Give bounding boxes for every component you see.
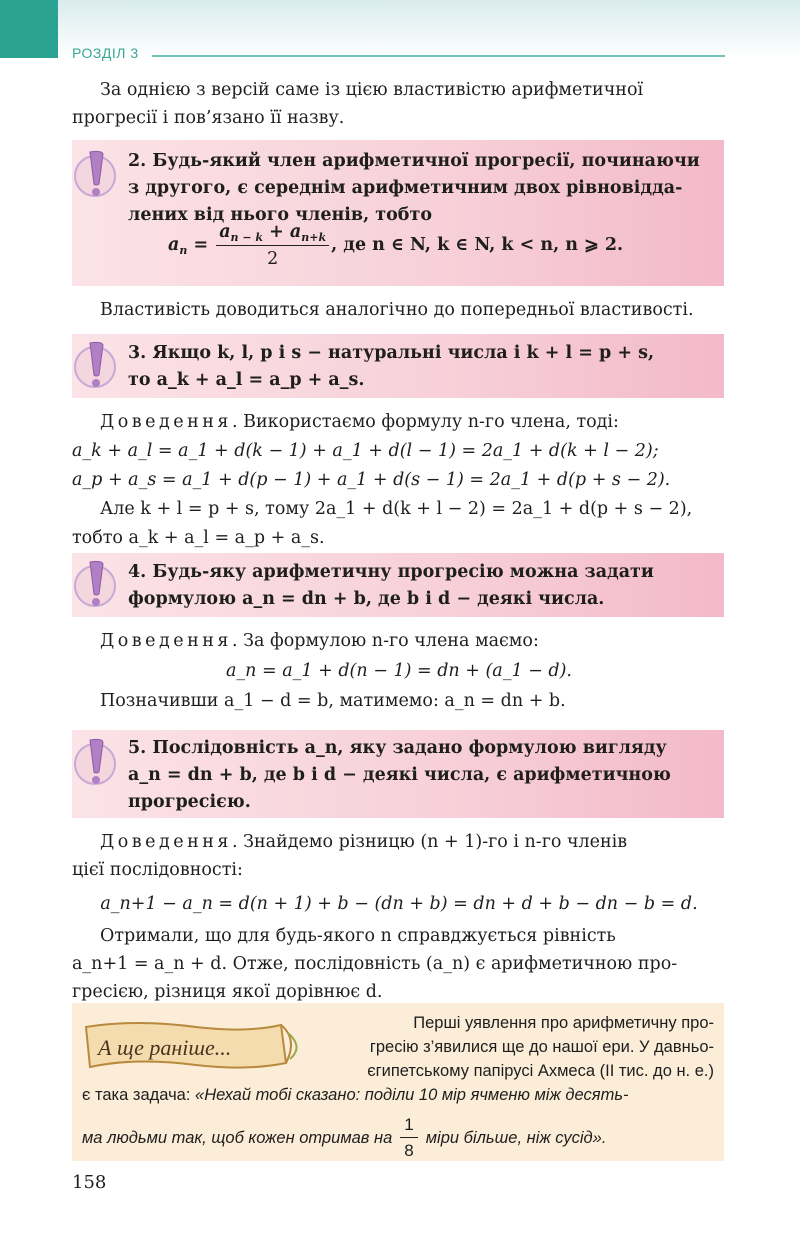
history-box (72, 1003, 724, 1161)
property-3-line-2: то a_k + a_l = a_p + a_s. (128, 370, 365, 390)
proof-4 (72, 626, 726, 716)
proof-4-line-2: a_n = a_1 + d(n − 1) = dn + (a_1 − d). (226, 661, 572, 681)
property-box-4 (72, 553, 724, 617)
proof-label: Доведення (100, 631, 232, 651)
proof-3-line-1 (72, 408, 726, 437)
exclamation-icon (72, 337, 122, 395)
property-2-formula (168, 220, 623, 271)
intro-line-1: За однією з версій саме із цією властивістю арифметичної (100, 80, 644, 100)
formula-lhs-sub: n (179, 244, 188, 257)
property-5-line-1: 5. Послідовність a_n, яку задано формулою вигляду (128, 738, 667, 758)
proof-3 (72, 408, 726, 553)
ribbon-label: А ще раніше... (98, 1035, 232, 1060)
property-2-line-2: з другого, є середнім арифметичним двох рівновідда- (128, 178, 683, 198)
num-a2: a (289, 222, 302, 242)
property-5-text (128, 735, 712, 816)
history-line-4 (82, 1083, 714, 1107)
exclamation-icon (72, 556, 122, 614)
history-line-3: єгипетському папірусі Ахмеса (II тис. до н. е.) (367, 1062, 714, 1080)
formula-tail: , де n ∈ N, k ∈ N, k < n, n ⩾ 2. (331, 235, 624, 255)
proof-3-line-4: Але k + l = p + s, тому 2a_1 + d(k + l − 2) = 2a_1 + d(p + s − 2), (100, 499, 693, 519)
proof-3-line-1-rest: . Використаємо формулу n-го члена, тоді: (231, 412, 619, 432)
proof-5-line-5: a_n+1 = a_n + d. Отже, послідовність (a_n) є арифметичною про- (72, 954, 678, 974)
property-3-text (128, 340, 712, 394)
proof-4-line-1 (72, 626, 726, 656)
num-sub-1: n − k (230, 231, 264, 244)
intro-line-2: прогресії і пов’язано її назву. (72, 108, 345, 128)
history-line-5-a: ма людьми так, щоб кожен отримав на (82, 1129, 393, 1147)
proof-label: Доведення (100, 412, 232, 432)
history-fraction (400, 1113, 417, 1163)
num-a1: a (219, 222, 231, 242)
section-label: РОЗДІЛ 3 (72, 45, 139, 61)
page-number: 158 (72, 1172, 107, 1193)
property-2-line-3: лених від нього членів, тобто (128, 205, 432, 225)
history-line-5-b: міри більше, ніж сусід». (425, 1129, 607, 1147)
exclamation-icon (72, 146, 122, 204)
intro-paragraph (72, 76, 726, 132)
remark-paragraph: Властивість доводиться аналогічно до попередньої властивості. (100, 300, 694, 320)
proof-5-line-2: цієї послідовності: (72, 860, 243, 880)
formula-fraction (216, 220, 329, 271)
property-2-text (128, 148, 712, 229)
history-frac-den: 8 (404, 1141, 414, 1160)
formula-numerator (216, 220, 329, 246)
property-2-line-1: 2. Будь-який член арифметичної прогресії, починаючи (128, 151, 700, 171)
proof-3-line-3: a_p + a_s = a_1 + d(p − 1) + a_1 + d(s − 1) = 2a_1 + d(p + s − 2). (72, 470, 671, 490)
history-line-2: гресію з’явилися ще до нашої ери. У давньо- (369, 1038, 714, 1056)
property-4-line-1: 4. Будь-яку арифметичну прогресію можна задати (128, 562, 654, 582)
history-line-4-plain: є така задача: (82, 1086, 196, 1104)
proof-3-line-5: тобто a_k + a_l = a_p + a_s. (72, 528, 325, 548)
property-5-line-2: a_n = dn + b, де b і d − деякі числа, є арифметичною (128, 765, 671, 785)
proof-label: Доведення (100, 832, 232, 852)
header-rule (152, 55, 725, 57)
history-line-5 (82, 1113, 714, 1163)
proof-4-line-3: Позначивши a_1 − d = b, матимемо: a_n = dn + b. (100, 691, 566, 711)
proof-5-line-1-rest: . Знайдемо різницю (n + 1)-го і n-го членів (231, 832, 628, 852)
property-box-5 (72, 730, 724, 818)
history-line-4-italic: «Нехай тобі сказано: поділи 10 мір ячменю між десять- (195, 1086, 629, 1104)
formula-eq: = (193, 235, 215, 255)
proof-5-line-4: Отримали, що для будь-якого n справджується рівність (100, 926, 616, 946)
formula-denominator: 2 (267, 249, 279, 269)
proof-5 (72, 828, 726, 1006)
history-intro (312, 1011, 714, 1083)
property-5-line-3: прогресією. (128, 792, 251, 812)
proof-5-line-1 (72, 828, 726, 856)
proof-5-line-6: гресією, різниця якої дорівнює d. (72, 982, 383, 1002)
corner-block (0, 0, 58, 58)
history-frac-num: 1 (400, 1113, 417, 1138)
num-plus: + (263, 222, 290, 242)
scroll-ribbon (76, 1019, 306, 1075)
property-box-3 (72, 334, 724, 398)
history-line-1: Перші уявлення про арифметичну про- (413, 1014, 714, 1032)
proof-4-line-1-rest: . За формулою n-го члена маємо: (231, 631, 539, 651)
proof-3-line-2: a_k + a_l = a_1 + d(k − 1) + a_1 + d(l − 1) = 2a_1 + d(k + l − 2); (72, 441, 659, 461)
formula-lhs: a (168, 235, 180, 255)
num-sub-2: n+k (301, 231, 327, 244)
exclamation-icon (72, 734, 122, 792)
property-4-text (128, 559, 712, 613)
proof-5-line-3: a_n+1 − a_n = d(n + 1) + b − (dn + b) = dn + d + b − dn − b = d. (100, 894, 698, 914)
property-box-2 (72, 140, 724, 286)
property-3-line-1: 3. Якщо k, l, p і s − натуральні числа і k + l = p + s, (128, 343, 655, 363)
property-4-line-2: формулою a_n = dn + b, де b і d − деякі числа. (128, 589, 605, 609)
